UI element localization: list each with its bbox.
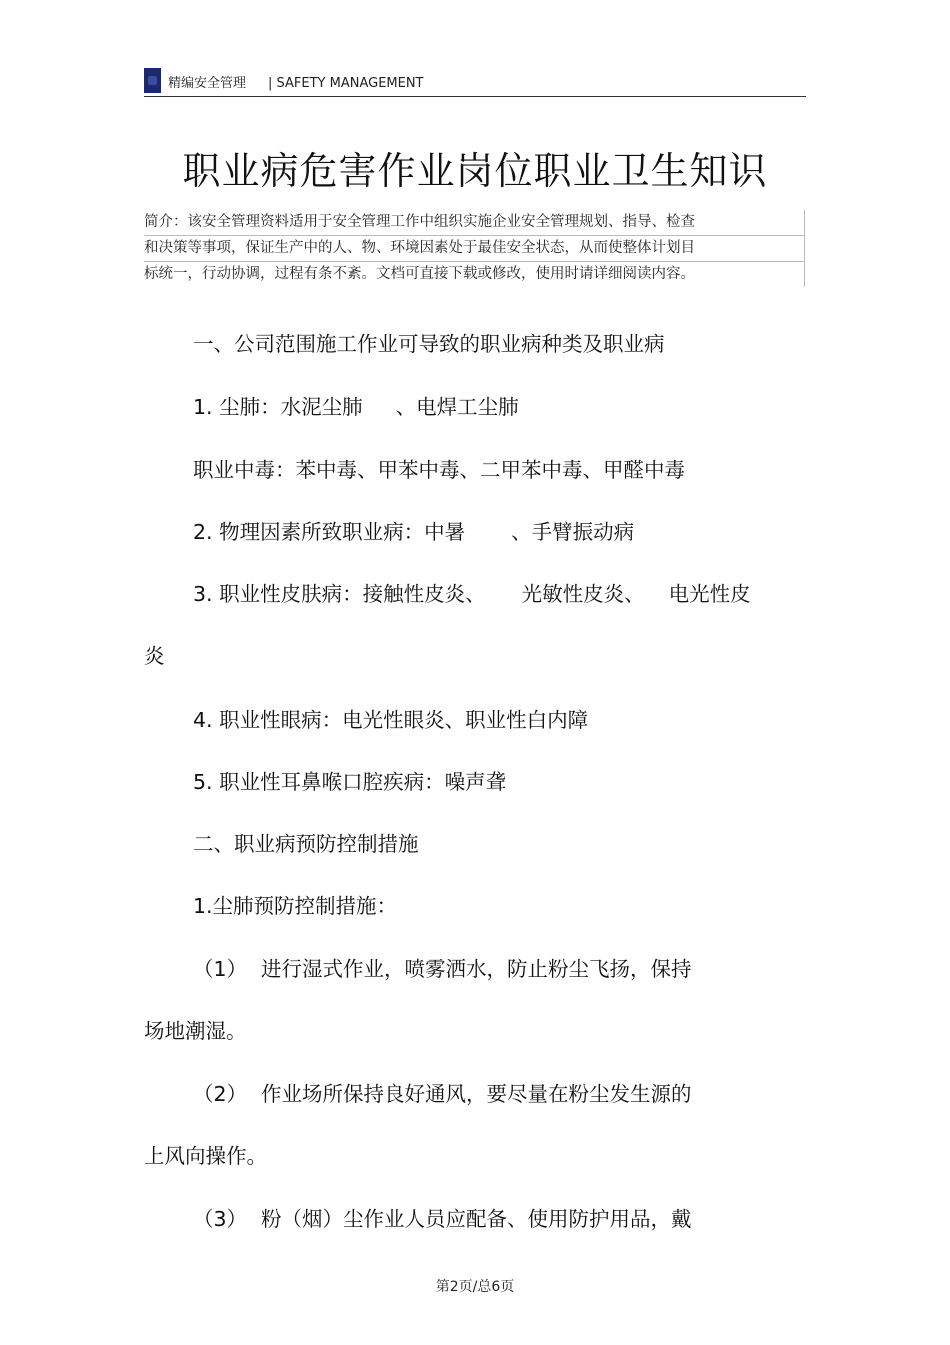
item-text: 、电焊工尘肺 bbox=[395, 395, 519, 419]
page-number: 第2页/总6页 bbox=[435, 1279, 515, 1295]
document-title: 职业病危害作业岗位职业卫生知识 bbox=[182, 149, 768, 193]
item-text: 3. 职业性皮肤病：接触性皮炎、 bbox=[193, 582, 486, 606]
measure-text: 粉（烟）尘作业人员应配备、使用防护用品，戴 bbox=[261, 1207, 692, 1231]
list-item-poisoning: 职业中毒：苯中毒、甲苯中毒、二甲苯中毒、甲醛中毒 bbox=[193, 458, 685, 482]
list-item-skin-continued: 炎 bbox=[144, 644, 165, 668]
logo-icon bbox=[144, 68, 161, 93]
item-text: 2. 物理因素所致职业病：中暑 bbox=[193, 520, 466, 544]
measure-number: （3） bbox=[193, 1207, 248, 1231]
section-heading-2: 二、职业病预防控制措施 bbox=[193, 832, 419, 856]
item-text: 1. 尘肺：水泥尘肺 bbox=[193, 395, 363, 419]
header-brand: 精编安全管理 bbox=[168, 76, 247, 91]
item-text: 、手臂振动病 bbox=[511, 520, 635, 544]
measure-text: 作业场所保持良好通风，要尽量在粉尘发生源的 bbox=[261, 1082, 692, 1106]
measure-item-1-continued: 场地潮湿。 bbox=[144, 1019, 247, 1043]
measure-number: （2） bbox=[193, 1082, 248, 1106]
item-text: 光敏性皮炎、 bbox=[521, 582, 645, 606]
intro-line: 标统一，行动协调，过程有条不紊。文档可直接下载或修改，使用时请详细阅读内容。 bbox=[144, 266, 695, 282]
item-text: 电光性皮 bbox=[668, 582, 751, 606]
intro-line: 和决策等事项，保证生产中的人、物、环境因素处于最佳安全状态，从而使整体计划目 bbox=[144, 236, 804, 262]
header-subtitle: | SAFETY MANAGEMENT bbox=[268, 76, 424, 91]
list-item-ent: 5. 职业性耳鼻喉口腔疾病：噪声聋 bbox=[193, 770, 507, 794]
list-item-skin bbox=[193, 577, 751, 607]
header-text bbox=[168, 72, 424, 91]
subsection-heading: 1.尘肺预防控制措施： bbox=[193, 894, 398, 918]
measure-item-3 bbox=[193, 1202, 692, 1232]
measure-number: （1） bbox=[193, 957, 248, 981]
list-item-physical bbox=[193, 515, 634, 545]
section-heading-1: 一、公司范围施工作业可导致的职业病种类及职业病 bbox=[193, 332, 665, 356]
list-item-eye: 4. 职业性眼病：电光性眼炎、职业性白内障 bbox=[193, 708, 589, 732]
measure-item-2-continued: 上风向操作。 bbox=[144, 1144, 267, 1168]
measure-item-1 bbox=[193, 952, 692, 982]
measure-item-2 bbox=[193, 1077, 692, 1107]
page-header bbox=[144, 66, 806, 97]
measure-text: 进行湿式作业，喷雾洒水，防止粉尘飞扬，保持 bbox=[261, 957, 692, 981]
list-item-pneumoconiosis bbox=[193, 390, 519, 420]
intro-box bbox=[144, 210, 805, 287]
intro-line: 简介：该安全管理资料适用于安全管理工作中组织实施企业安全管理规划、指导、检查 bbox=[144, 210, 804, 236]
